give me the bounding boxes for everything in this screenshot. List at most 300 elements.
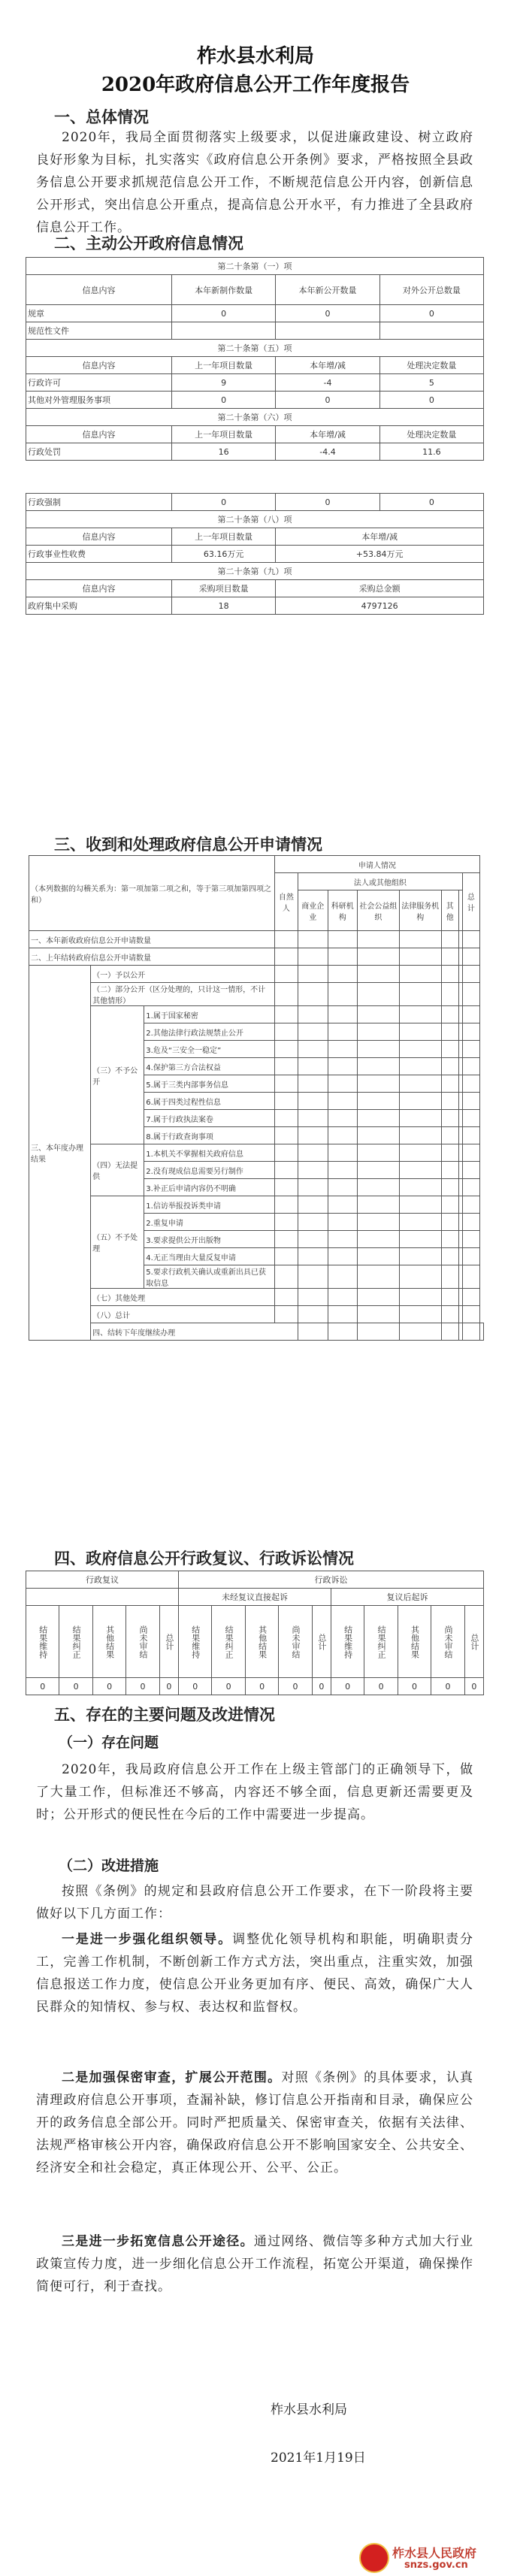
cell: （八）总计 (91, 1306, 275, 1323)
cell (328, 1231, 357, 1248)
cell: 0 (26, 1678, 59, 1695)
col-header: 采购总金额 (276, 580, 484, 597)
cell: 11.6 (379, 443, 483, 461)
cell (462, 1306, 479, 1323)
col-header: 上一年项目数量 (172, 426, 276, 443)
cell (358, 1093, 400, 1110)
cell: 6.属于四类过程性信息 (144, 1093, 274, 1110)
problems-text: 2020年，我局政府信息公开工作在上级主管部门的正确领导下，做了大量工作，但标准还不够高，内容还不够全面，信息更新还需要更及时；公开形式的便民性在今后的工作中需要进一步提高。 (36, 1762, 473, 1822)
cell: 1.本机关不掌握相关政府信息 (144, 1144, 274, 1162)
report-title: 2020年政府信息公开工作年度报告 (101, 74, 410, 96)
section-3-heading: 三、收到和处理政府信息公开申请情况 (54, 835, 322, 854)
table-title: 第二十条第（八）项 (26, 511, 484, 528)
cell (274, 1179, 298, 1196)
cell: 0 (172, 305, 276, 322)
cell: 4.保护第三方合法权益 (144, 1058, 274, 1075)
cell (274, 1006, 298, 1023)
cell (274, 1162, 298, 1179)
cell: 商业企业 (298, 890, 328, 931)
cell (441, 1023, 458, 1041)
table-title: 第二十条第（六）项 (26, 409, 484, 426)
col-header: 结果纠正 (212, 1606, 245, 1678)
cell: -4.4 (276, 443, 379, 461)
cell (274, 1306, 298, 1323)
col-header: 结果纠正 (364, 1606, 398, 1678)
cell: 0 (312, 1678, 331, 1695)
cell: 行政许可 (26, 374, 172, 392)
cell (328, 1323, 357, 1341)
logo-url: snzs.gov.cn (404, 2559, 468, 2571)
cell (462, 983, 479, 1006)
cell (328, 948, 357, 966)
cell (328, 1179, 357, 1196)
cell (328, 931, 357, 948)
cell (298, 1306, 328, 1323)
cell (328, 1196, 357, 1214)
cell (462, 1214, 479, 1231)
section-2-heading: 二、主动公开政府信息情况 (54, 234, 243, 252)
cell (441, 1248, 458, 1265)
cell (358, 1162, 400, 1179)
cell: （七）其他处理 (91, 1289, 275, 1306)
cell (462, 1323, 479, 1341)
cell (328, 1214, 357, 1231)
measures-intro: 按照《条例》的规定和县政府信息公开工作要求，在下一阶段将主要做好以下几方面工作： (36, 1884, 473, 1921)
site-logo[interactable] (359, 2541, 502, 2573)
subheading-problems: （一）存在问题 (59, 1734, 159, 1751)
cell (379, 322, 483, 340)
cell (298, 1289, 328, 1306)
col-header: 结果维持 (178, 1606, 211, 1678)
cell: 2.其他法律行政法规禁止公开 (144, 1023, 274, 1041)
measure-1-lead: 一是进一步强化组织领导。 (62, 1932, 233, 1947)
col-header: 信息内容 (26, 528, 172, 546)
cell (479, 1323, 483, 1341)
cell (328, 1289, 357, 1306)
measure-3-lead: 三是进一步拓宽信息公开途径。 (62, 2234, 254, 2249)
logo-name: 柞水县人民政府 (392, 2546, 477, 2560)
cell (462, 1289, 479, 1306)
cell (441, 1231, 458, 1248)
cell (358, 1214, 400, 1231)
cell (358, 1023, 400, 1041)
cell (441, 1162, 458, 1179)
cell: 总计 (462, 873, 479, 931)
cell (462, 1144, 479, 1162)
col-header: 信息内容 (26, 580, 172, 597)
cell (298, 1127, 328, 1144)
cell (441, 1093, 458, 1110)
section-4-heading: 四、政府信息公开行政复议、行政诉讼情况 (54, 1549, 354, 1568)
col-header: 采购项目数量 (172, 580, 276, 597)
cell: 0 (398, 1678, 431, 1695)
cell: 行政复议 (26, 1571, 179, 1589)
cell: 0 (276, 494, 379, 511)
cell: 规范性文件 (26, 322, 172, 340)
col-header: 本年增/减 (276, 426, 379, 443)
measure-2-lead: 二是加强保密审查，扩展公开范围。 (62, 2070, 282, 2085)
cell (298, 1162, 328, 1179)
cell: 0 (379, 305, 483, 322)
cell (274, 1144, 298, 1162)
cell (399, 931, 441, 948)
cell: 未经复议直接起诉 (178, 1589, 331, 1606)
col-header: 其他结果 (92, 1606, 125, 1678)
cell (462, 1075, 479, 1093)
cell (462, 1023, 479, 1041)
cell (462, 1265, 479, 1289)
cell (274, 948, 298, 966)
col-header: 其他结果 (245, 1606, 278, 1678)
table-row (29, 931, 484, 948)
cell: 三、本年度办理结果 (29, 966, 91, 1341)
cell (441, 1289, 458, 1306)
col-header: 信息内容 (26, 357, 172, 374)
emblem-icon (359, 2543, 389, 2573)
cell (298, 966, 328, 983)
table-row (29, 948, 484, 966)
measure-1 (36, 1928, 473, 2018)
col-header: 对外公开总数量 (379, 275, 483, 305)
cell: 0 (364, 1678, 398, 1695)
active-disclosure-table (26, 257, 484, 615)
cell (462, 1162, 479, 1179)
cell (358, 1289, 400, 1306)
cell: 63.16万元 (172, 546, 276, 563)
measure-2-text: 对照《条例》的具体要求，认真清理政府信息公开事项，查漏补缺，修订信息公开指南和目录，确保应公开的政务信息全部公开。同时严把质量关、保密审查关，依据有关法律、法规严格审核公开内容，确保政府信息公开不影响国家安全、公共安全、经济安全和社会稳定，真正体现公开、公平、公正。 (36, 2070, 474, 2175)
cell (462, 1110, 479, 1127)
cell (399, 1006, 441, 1023)
cell: 7.属于行政执法案卷 (144, 1110, 274, 1127)
cell (399, 1110, 441, 1127)
cell: 0 (92, 1678, 125, 1695)
cell (172, 322, 276, 340)
cell (441, 1006, 458, 1023)
cell: 0 (172, 494, 276, 511)
section-1-heading: 一、总体情况 (54, 107, 149, 126)
cell (358, 948, 400, 966)
cell: 0 (245, 1678, 278, 1695)
cell: 二、上年结转政府信息公开申请数量 (29, 948, 275, 966)
cell (328, 1093, 357, 1110)
cell: +53.84万元 (276, 546, 484, 563)
cell (462, 1248, 479, 1265)
cell (298, 1058, 328, 1075)
cell (274, 966, 298, 983)
review-litigation-table (26, 1571, 484, 1695)
col-header: 总计 (312, 1606, 331, 1678)
cell (274, 1289, 298, 1306)
cell (358, 1058, 400, 1075)
cell (298, 1179, 328, 1196)
cell: 行政处罚 (26, 443, 172, 461)
cell (358, 966, 400, 983)
cell: 18 (172, 597, 276, 615)
cell: 1.信访举报投诉类申请 (144, 1196, 274, 1214)
cell: 5.属于三类内部事务信息 (144, 1075, 274, 1093)
cell: 科研机构 (328, 890, 357, 931)
cell: 5.要求行政机关确认或重新出具已获取信息 (144, 1265, 274, 1289)
cell: 0 (331, 1678, 364, 1695)
cell (399, 1214, 441, 1231)
cell (441, 983, 458, 1006)
col-header: 处理决定数量 (379, 426, 483, 443)
cell (399, 1093, 441, 1110)
cell (399, 1289, 441, 1306)
cell (399, 1265, 441, 1289)
cell (462, 1231, 479, 1248)
col-header: 本年增/减 (276, 528, 484, 546)
col-header: 结果维持 (26, 1606, 59, 1678)
cell (298, 1075, 328, 1093)
cell (328, 1127, 357, 1144)
cell (328, 1058, 357, 1075)
cell (276, 322, 379, 340)
cell (399, 1306, 441, 1323)
cell: 5 (379, 374, 483, 392)
cell (358, 1248, 400, 1265)
col-header: 本年新制作数量 (172, 275, 276, 305)
cell: （四）无法提供 (91, 1144, 144, 1196)
cell (274, 1265, 298, 1289)
signature-org: 柞水县水利局 (271, 2402, 347, 2417)
cell (274, 1075, 298, 1093)
cell (462, 1006, 479, 1023)
cell (358, 1006, 400, 1023)
col-header: 总计 (159, 1606, 178, 1678)
cell (274, 1231, 298, 1248)
subheading-measures: （二）改进措施 (59, 1858, 159, 1874)
cell (298, 1041, 328, 1058)
col-header: 上一年项目数量 (172, 528, 276, 546)
col-header: 结果维持 (331, 1606, 364, 1678)
cell (358, 983, 400, 1006)
cell (298, 983, 328, 1006)
section-1-text: 2020年，我局全面贯彻落实上级要求，以促进廉政建设、树立政府良好形象为目标，扎实落实《政府信息公开条例》要求，严格按照全县政务信息公开要求抓规范信息公开工作，不断规范信息公开内容，创新信息公开形式，突出信息公开重点，提高信息公开水平，有力推进了全县政府信息公开工作。 (36, 130, 473, 235)
cell (298, 1265, 328, 1289)
cell (441, 1041, 458, 1058)
table-row (29, 1144, 484, 1162)
cell: 四、结转下年度继续办理 (91, 1323, 298, 1341)
cell (274, 1110, 298, 1127)
cell: 2.没有现成信息需要另行制作 (144, 1162, 274, 1179)
col-header: 尚未审结 (279, 1606, 312, 1678)
cell (399, 1179, 441, 1196)
cell (328, 1075, 357, 1093)
measure-1-text: 调整优化领导机构和职能，明确职责分工，完善工作机制，不断创新工作方式方法，突出重点，注重实效，加强信息报送工作力度，使信息公开业务更加有序、便民、高效，确保广大人民群众的知情权、参与权、表达权和监督权。 (36, 1932, 474, 2015)
cell: （一）予以公开 (91, 966, 275, 983)
table-row (29, 1289, 484, 1306)
cell (441, 1196, 458, 1214)
cell (399, 1041, 441, 1058)
cell: 行政强制 (26, 494, 172, 511)
cell: 一、本年新收政府信息公开申请数量 (29, 931, 275, 948)
cell: 0 (279, 1678, 312, 1695)
cell: 1.属于国家秘密 (144, 1006, 274, 1023)
col-header: 其他结果 (398, 1606, 431, 1678)
cell (298, 1196, 328, 1214)
col-header: 尚未审结 (126, 1606, 159, 1678)
cell (462, 948, 479, 966)
cell (358, 931, 400, 948)
cell (274, 1023, 298, 1041)
cell (328, 1144, 357, 1162)
cell (441, 966, 458, 983)
cell (274, 1127, 298, 1144)
cell (358, 1144, 400, 1162)
cell (298, 1214, 328, 1231)
table-title: 第二十条第（一）项 (26, 258, 484, 275)
cell: （二）部分公开（区分处理的，只计这一情形，不计其他情形） (91, 983, 275, 1006)
cell (441, 1075, 458, 1093)
table-row (29, 983, 484, 1006)
cell (274, 1248, 298, 1265)
cell: 3.危及“三安全一稳定” (144, 1041, 274, 1058)
cell (298, 1144, 328, 1162)
col-header: 信息内容 (26, 426, 172, 443)
cell (441, 1214, 458, 1231)
col-header: 总计 (464, 1606, 483, 1678)
cell (462, 966, 479, 983)
cell: 0 (59, 1678, 92, 1695)
cell (358, 1179, 400, 1196)
cell (298, 1248, 328, 1265)
cell (441, 1110, 458, 1127)
cell (274, 1214, 298, 1231)
col-header: 上一年项目数量 (172, 357, 276, 374)
cell (358, 1323, 400, 1341)
cell (358, 1075, 400, 1093)
cell (298, 1023, 328, 1041)
cell (441, 931, 458, 948)
cell (274, 1058, 298, 1075)
cell: 申请人情况 (274, 856, 479, 873)
cell (328, 1023, 357, 1041)
cell: -4 (276, 374, 379, 392)
cell (441, 1323, 458, 1341)
cell: （五）不予处理 (91, 1196, 144, 1289)
cell (328, 1041, 357, 1058)
cell (441, 1306, 458, 1323)
cell: 0 (172, 392, 276, 409)
cell (462, 931, 479, 948)
measure-2 (36, 2067, 473, 2179)
measure-3-text: 通过网络、微信等多种方式加大行业政策宣传力度，进一步细化信息公开工作流程，拓宽公开渠道，确保操作简便可行，利于查找。 (36, 2234, 474, 2294)
cell (441, 948, 458, 966)
cell: 0 (212, 1678, 245, 1695)
cell: 9 (172, 374, 276, 392)
cell: 3.要求提供公开出版物 (144, 1231, 274, 1248)
cell (358, 1110, 400, 1127)
cell (462, 1196, 479, 1214)
cell (358, 1196, 400, 1214)
cell: 法人或其他组织 (298, 873, 463, 890)
cell: 0 (126, 1678, 159, 1695)
cell (358, 1306, 400, 1323)
col-header: 尚未审结 (431, 1606, 464, 1678)
section-5-heading: 五、存在的主要问题及改进情况 (54, 1705, 275, 1724)
cell (462, 1127, 479, 1144)
cell (298, 1323, 328, 1341)
cell (358, 1041, 400, 1058)
cell: 法律服务机构 (399, 890, 441, 931)
cell (399, 966, 441, 983)
cell (399, 1196, 441, 1214)
cell (298, 931, 328, 948)
table-title: 第二十条第（五）项 (26, 340, 484, 357)
cell (462, 1093, 479, 1110)
cell (399, 1231, 441, 1248)
cell (358, 1265, 400, 1289)
cell (441, 1265, 458, 1289)
table-row (29, 1306, 484, 1323)
cell: 4797126 (276, 597, 484, 615)
cell: 行政事业性收费 (26, 546, 172, 563)
cell (328, 1306, 357, 1323)
cell (399, 1323, 441, 1341)
col-header: 本年增/减 (276, 357, 379, 374)
signature-date: 2021年1月19日 (271, 2451, 366, 2466)
cell (274, 1093, 298, 1110)
col-header: 结果纠正 (59, 1606, 92, 1678)
cell: 2.重复申请 (144, 1214, 274, 1231)
cell: 0 (379, 494, 483, 511)
cell (462, 1058, 479, 1075)
cell: 3.补正后申请内容仍不明确 (144, 1179, 274, 1196)
org-title: 柞水县水利局 (196, 45, 314, 68)
cell (462, 1179, 479, 1196)
cell (298, 948, 328, 966)
cell: 复议后起诉 (331, 1589, 483, 1606)
cell: 16 (172, 443, 276, 461)
cell (328, 966, 357, 983)
application-table (29, 855, 484, 1341)
cell: 0 (159, 1678, 178, 1695)
cell (399, 1248, 441, 1265)
cell: 0 (464, 1678, 483, 1695)
cell (399, 1162, 441, 1179)
cell (441, 1058, 458, 1075)
measure-3 (36, 2230, 473, 2298)
cell (441, 1127, 458, 1144)
cell: （三）不予公开 (91, 1006, 144, 1144)
cell (399, 1127, 441, 1144)
cell: 0 (276, 305, 379, 322)
cell: 0 (431, 1678, 464, 1695)
cell (274, 1041, 298, 1058)
col-header: 处理决定数量 (379, 357, 483, 374)
table-row (29, 1323, 484, 1341)
cell (358, 1127, 400, 1144)
cell (399, 983, 441, 1006)
cell: 政府集中采购 (26, 597, 172, 615)
cell: （本列数据的勾稽关系为：第一项加第二项之和，等于第三项加第四项之和） (29, 856, 275, 931)
table-row (29, 966, 484, 983)
cell: 0 (379, 392, 483, 409)
cell: 其他 (441, 890, 458, 931)
cell (399, 948, 441, 966)
col-header: 本年新公开数量 (276, 275, 379, 305)
cell: 0 (178, 1678, 211, 1695)
cell (328, 1162, 357, 1179)
cell: 8.属于行政查询事项 (144, 1127, 274, 1144)
cell: 行政诉讼 (178, 1571, 483, 1589)
cell (441, 1179, 458, 1196)
cell: 0 (276, 392, 379, 409)
table-row (29, 1196, 484, 1214)
cell (274, 983, 298, 1006)
cell (328, 1006, 357, 1023)
